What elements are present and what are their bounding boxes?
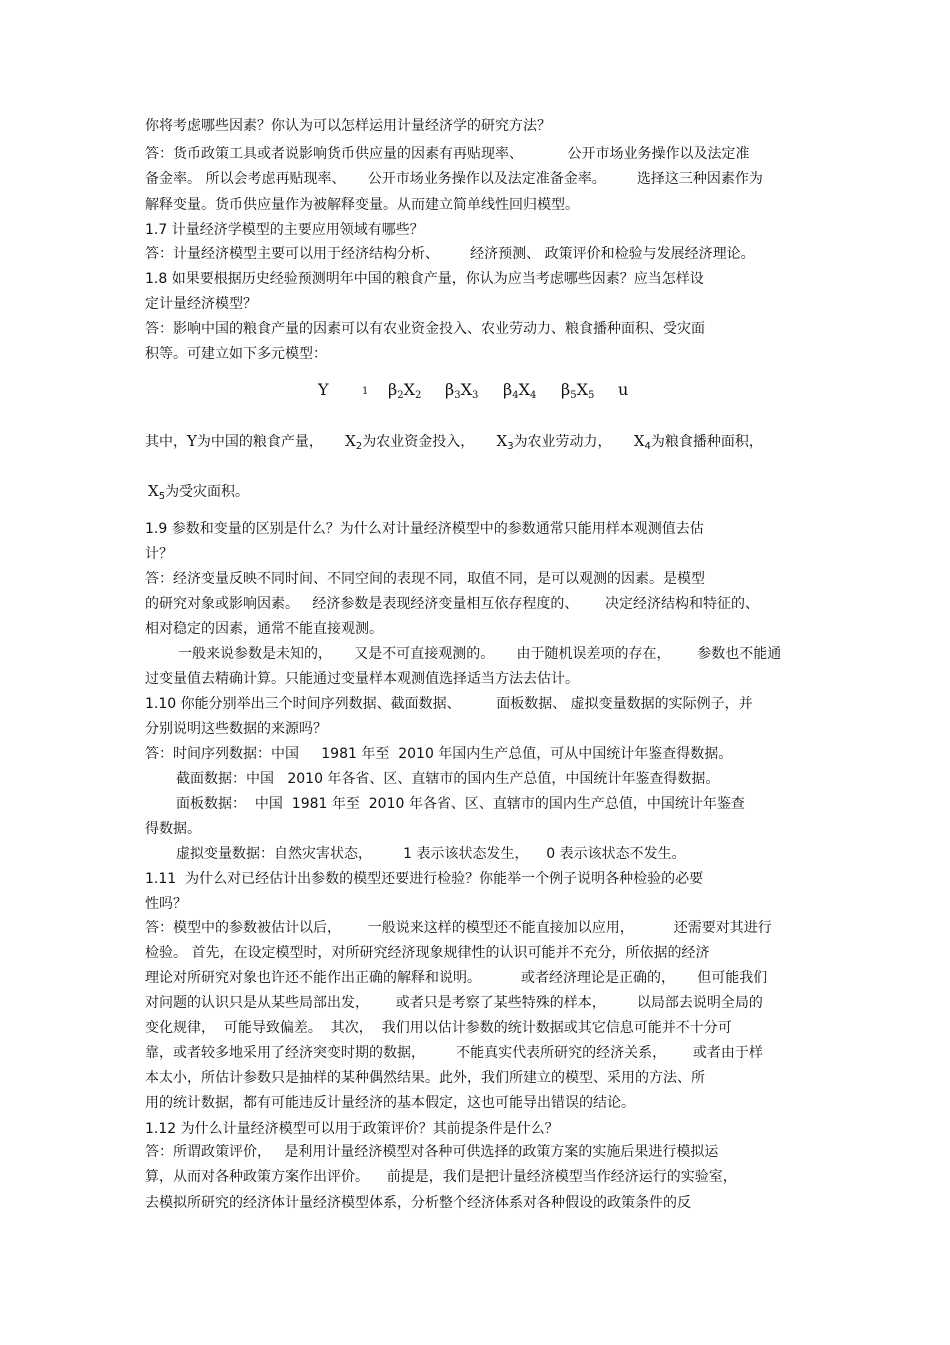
text-line: 一般来说参数是未知的， 又是不可直接观测的。 由于随机误差项的存在， 参数也不能通 xyxy=(178,646,782,662)
text-line: 相对稳定的因素，通常不能直接观测。 xyxy=(145,621,383,637)
text-line: 算，从而对各种政策方案作出评价。 前提是，我们是把计量经济模型当作经济运行的实验室， xyxy=(145,1169,737,1185)
text-line: 备金率。 所以会考虑再贴现率、 公开市场业务操作以及法定准备金率。 选择这三种因素作为 xyxy=(145,171,763,187)
text-line: 解释变量。货币供应量作为被解释变量。从而建立简单线性回归模型。 xyxy=(145,197,579,213)
question-heading: 1.11 为什么对已经估计出参数的模型还要进行检验？你能举一个例子说明各种检验的必要 xyxy=(145,871,704,887)
beta-3-term: $\beta_3X_3$ xyxy=(445,380,479,401)
text-line: 变化规律， 可能导致偏差。 其次， 我们用以估计参数的统计数据或其它信息可能并不十分可 xyxy=(145,1020,732,1036)
text-line: 答：所谓政策评价， 是利用计量经济模型对各种可供选择的政策方案的实施后果进行模拟运 xyxy=(145,1144,719,1160)
question-heading: 1.7 计量经济学模型的主要应用领域有哪些？ xyxy=(145,222,424,238)
text-line: 用的统计数据，都有可能违反计量经济的基本假定，这也可能导出错误的结论。 xyxy=(145,1095,635,1111)
text-line: 的研究对象或影响因素。 经济参数是表现经济变量相互依存程度的、 决定经济结构和特征的、 xyxy=(145,596,760,612)
variable-definition-x5: $X_5$为受灾面积。 xyxy=(148,482,250,502)
question-heading: 1.8 如果要根据历史经验预测明年中国的粮食产量，你认为应当考虑哪些因素？应当怎样设 xyxy=(145,271,704,287)
text-line: 截面数据：中国 2010 年各省、区、直辖市的国内生产总值，中国统计年鉴查得数据。 xyxy=(176,771,720,787)
text-line: 检验。 首先，在设定模型时，对所研究经济现象规律性的认识可能并不充分，所依据的经济 xyxy=(145,945,710,961)
beta-4-term: $\beta_4X_4$ xyxy=(503,380,537,401)
text-line: 计？ xyxy=(145,546,173,562)
text-line: 答：时间序列数据：中国 1981 年至 2010 年国内生产总值，可从中国统计年鉴查得数据。 xyxy=(145,746,733,762)
text-line: 得数据。 xyxy=(145,821,201,837)
text-line: 虚拟变量数据：自然灾害状态， 1 表示该状态发生， 0 表示该状态不发生。 xyxy=(176,846,686,862)
text-line: 过变量值去精确计算。只能通过变量样本观测值选择适当方法去估计。 xyxy=(145,671,579,687)
text-line: 答：模型中的参数被估计以后， 一般说来这样的模型还不能直接加以应用， 还需要对其进行 xyxy=(145,920,772,936)
beta-5-term: $\beta_5X_5$ xyxy=(561,380,595,401)
text-line: 面板数据： 中国 1981 年至 2010 年各省、区、直辖市的国内生产总值，中国统计年鉴查 xyxy=(176,796,745,812)
beta-2-term: $\beta_2X_2$ xyxy=(388,380,422,401)
text-line: 答：计量经济模型主要可以用于经济结构分析、 经济预测、 政策评价和检验与发展经济理论。 xyxy=(145,246,755,262)
text-line: 你将考虑哪些因素？你认为可以怎样运用计量经济学的研究方法？ xyxy=(145,118,551,134)
text-line: 分别说明这些数据的来源吗？ xyxy=(145,721,327,737)
text-line: 性吗？ xyxy=(145,896,187,912)
text-line: 积等。可建立如下多元模型： xyxy=(145,346,327,362)
text-line: 答：货币政策工具或者说影响货币供应量的因素有再贴现率、 公开市场业务操作以及法定准 xyxy=(145,146,750,162)
text-line: 答：经济变量反映不同时间、不同空间的表现不同，取值不同，是可以观测的因素。是模型 xyxy=(145,571,705,587)
regression-equation: Y 1 $\beta_2X_2$ $\beta_3X_3$ $\beta_4X_4$ $\beta_5X_5$ u xyxy=(318,380,629,401)
question-heading: 1.12 为什么计量经济模型可以用于政策评价？其前提条件是什么？ xyxy=(145,1121,559,1137)
text-line: 本太小，所估计参数只是抽样的某种偶然结果。此外，我们所建立的模型、采用的方法、所 xyxy=(145,1070,705,1086)
variable-definitions: 其中，Y为中国的粮食产量， $X_2$为农业资金投入， $X_3$为农业劳动力， $X_4$为粮食播种面积， xyxy=(145,432,763,452)
text-line: 靠，或者较多地采用了经济突变时期的数据， 不能真实代表所研究的经济关系， 或者由于样 xyxy=(145,1045,763,1061)
text-line: 答：影响中国的粮食产量的因素可以有农业资金投入、农业劳动力、粮食播种面积、受灾面 xyxy=(145,321,705,337)
question-heading: 1.10 你能分别举出三个时间序列数据、截面数据、 面板数据、 虚拟变量数据的实际例子，并 xyxy=(145,696,753,712)
text-line: 去模拟所研究的经济体计量经济模型体系，分析整个经济体系对各种假设的政策条件的反 xyxy=(145,1195,691,1211)
text-line: 对问题的认识只是从某些局部出发， 或者只是考察了某些特殊的样本， 以局部去说明全局的 xyxy=(145,995,763,1011)
text-line: 定计量经济模型？ xyxy=(145,296,257,312)
question-heading: 1.9 参数和变量的区别是什么？为什么对计量经济模型中的参数通常只能用样本观测值去估 xyxy=(145,521,704,537)
text-line: 理论对所研究对象也许还不能作出正确的解释和说明。 或者经济理论是正确的， 但可能我们 xyxy=(145,970,768,986)
